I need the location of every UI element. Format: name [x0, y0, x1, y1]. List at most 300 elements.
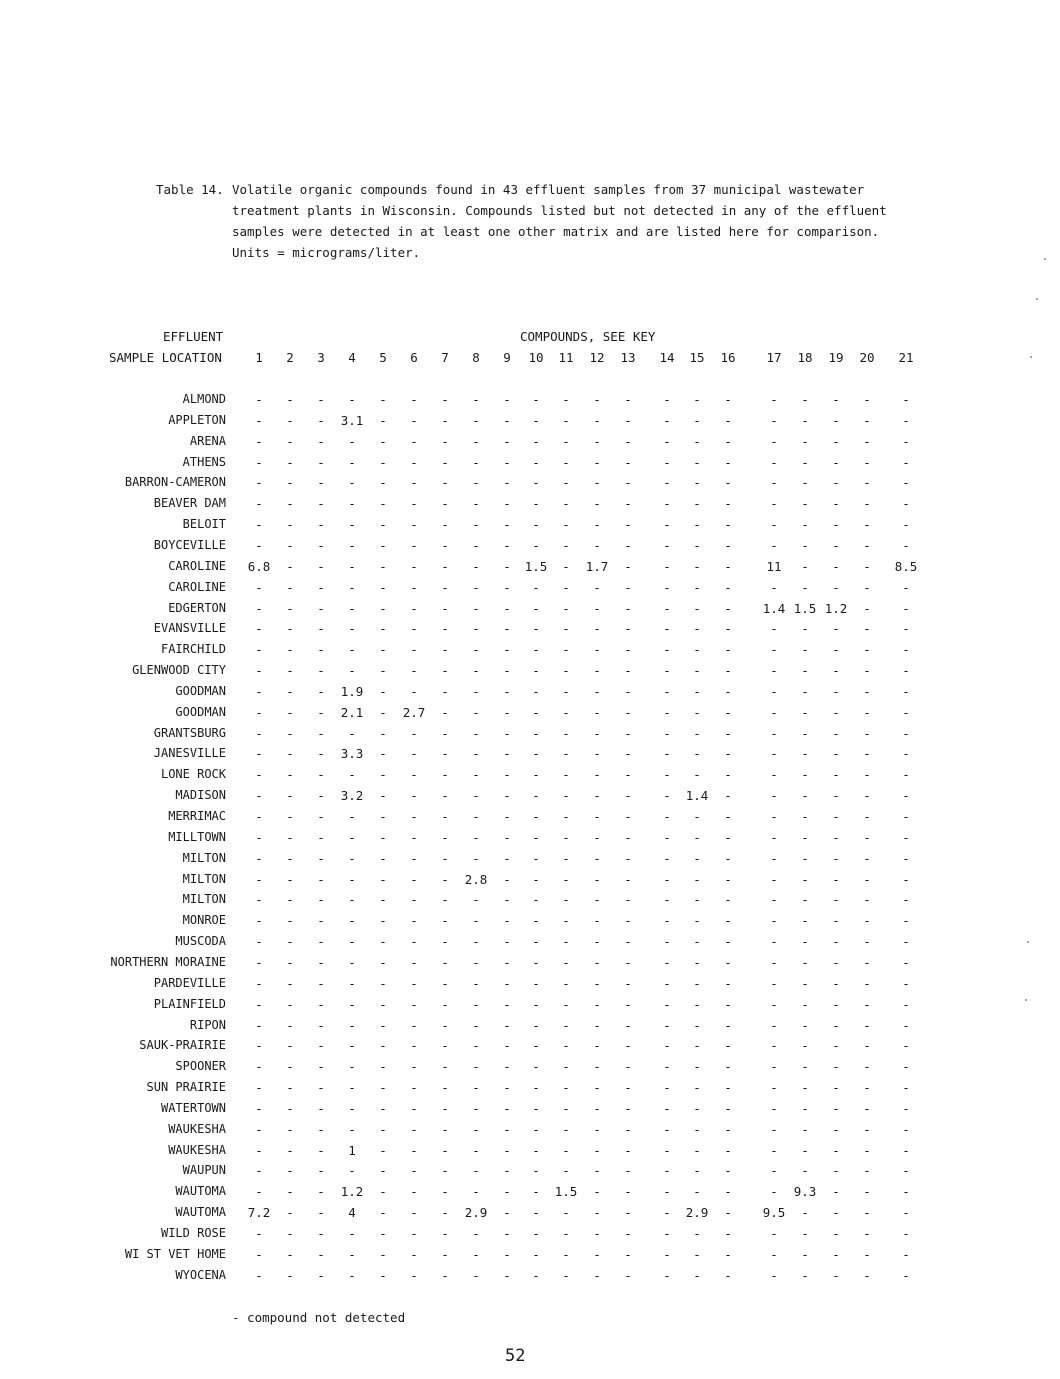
table-cell-not-detected: -	[693, 746, 701, 762]
table-cell-not-detected: -	[693, 1080, 701, 1096]
table-cell-not-detected: -	[770, 392, 778, 407]
table-cell-not-detected: -	[693, 558, 701, 574]
row-location-label: APPLETON	[168, 412, 226, 427]
table-cell-not-detected: -	[663, 537, 671, 553]
table-cell-not-detected: -	[832, 913, 840, 929]
row-location-label: WI ST VET HOME	[124, 1246, 226, 1261]
sample-location-header: SAMPLE LOCATION	[109, 350, 222, 365]
table-cell-not-detected: -	[663, 1017, 671, 1033]
table-cell-not-detected: -	[693, 433, 701, 449]
table-cell-not-detected: -	[663, 871, 671, 887]
table-cell-not-detected: -	[562, 913, 570, 929]
table-cell-not-detected: -	[503, 496, 511, 512]
table-cell-not-detected: -	[663, 1121, 671, 1137]
table-cell-not-detected: -	[902, 892, 910, 908]
table-cell-not-detected: -	[902, 579, 910, 595]
table-cell-not-detected: -	[770, 1059, 778, 1075]
table-cell-not-detected: -	[348, 1163, 356, 1179]
table-cell-not-detected: -	[724, 996, 732, 1012]
table-cell-not-detected: -	[693, 1267, 701, 1283]
table-cell-not-detected: -	[801, 1121, 809, 1137]
table-cell-not-detected: -	[503, 1142, 511, 1158]
table-cell-not-detected: -	[379, 392, 387, 407]
table-cell-not-detected: -	[801, 1163, 809, 1179]
table-cell-not-detected: -	[441, 1017, 449, 1033]
table-cell-not-detected: -	[624, 1205, 632, 1221]
row-location-label: WAUKESHA	[168, 1142, 226, 1157]
table-cell-not-detected: -	[832, 975, 840, 991]
table-cell-not-detected: -	[348, 558, 356, 574]
table-cell-not-detected: -	[286, 412, 294, 428]
table-cell-not-detected: -	[379, 1059, 387, 1075]
table-cell-not-detected: -	[472, 850, 480, 866]
table-cell-not-detected: -	[317, 1038, 325, 1054]
table-cell-not-detected: -	[724, 704, 732, 720]
table-cell-not-detected: -	[379, 475, 387, 491]
table-cell-not-detected: -	[663, 1142, 671, 1158]
table-cell-not-detected: -	[863, 392, 871, 407]
table-cell-not-detected: -	[770, 767, 778, 783]
table-cell-not-detected: -	[724, 1184, 732, 1200]
table-cell-not-detected: -	[503, 475, 511, 491]
table-cell-not-detected: -	[770, 1121, 778, 1137]
footnote: - compound not detected	[232, 1310, 406, 1325]
table-cell-not-detected: -	[663, 600, 671, 616]
table-cell-not-detected: -	[286, 1267, 294, 1283]
table-cell-not-detected: -	[624, 496, 632, 512]
table-cell-not-detected: -	[663, 1100, 671, 1116]
table-cell-not-detected: -	[472, 433, 480, 449]
table-cell-not-detected: -	[624, 954, 632, 970]
scan-speck	[1044, 258, 1046, 260]
table-cell-not-detected: -	[503, 392, 511, 407]
table-cell-not-detected: -	[770, 704, 778, 720]
table-cell-not-detected: -	[348, 1017, 356, 1033]
row-location-label: EDGERTON	[168, 600, 226, 615]
table-cell-not-detected: -	[693, 1121, 701, 1137]
table-cell-not-detected: -	[503, 975, 511, 991]
table-cell-not-detected: -	[724, 809, 732, 824]
table-cell-not-detected: -	[902, 537, 910, 553]
table-cell-not-detected: -	[503, 600, 511, 616]
table-cell-not-detected: -	[801, 1017, 809, 1033]
table-cell-not-detected: -	[724, 1226, 732, 1241]
table-cell-not-detected: -	[902, 392, 910, 407]
table-cell-not-detected: -	[410, 412, 418, 428]
column-header-13: 13	[620, 350, 636, 365]
table-cell-not-detected: -	[503, 1226, 511, 1241]
table-cell-value: 3.2	[340, 788, 364, 804]
table-cell-not-detected: -	[724, 579, 732, 595]
table-cell-not-detected: -	[693, 496, 701, 512]
table-cell-not-detected: -	[801, 412, 809, 428]
row-location-label: WAUPUN	[182, 1163, 226, 1178]
table-cell-not-detected: -	[379, 1184, 387, 1200]
table-cell-not-detected: -	[624, 537, 632, 553]
table-cell-not-detected: -	[624, 746, 632, 762]
table-cell-not-detected: -	[379, 788, 387, 804]
table-cell-not-detected: -	[624, 1038, 632, 1054]
table-cell-not-detected: -	[255, 767, 263, 783]
table-cell-not-detected: -	[410, 1038, 418, 1054]
table-cell-not-detected: -	[624, 600, 632, 616]
table-cell-not-detected: -	[562, 1142, 570, 1158]
table-cell-not-detected: -	[770, 621, 778, 637]
table-cell-not-detected: -	[410, 913, 418, 929]
table-cell-not-detected: -	[532, 1226, 540, 1241]
table-cell-not-detected: -	[317, 1246, 325, 1262]
table-cell-not-detected: -	[663, 683, 671, 699]
table-cell-not-detected: -	[801, 746, 809, 762]
table-cell-value: 1.7	[585, 558, 609, 574]
table-cell-not-detected: -	[317, 1267, 325, 1283]
table-cell-not-detected: -	[624, 579, 632, 595]
row-location-label: ATHENS	[182, 454, 226, 469]
table-cell-not-detected: -	[472, 1100, 480, 1116]
table-cell-not-detected: -	[286, 475, 294, 491]
table-cell-not-detected: -	[801, 1142, 809, 1158]
table-cell-not-detected: -	[379, 954, 387, 970]
table-cell-not-detected: -	[562, 850, 570, 866]
table-cell-not-detected: -	[410, 746, 418, 762]
table-cell-not-detected: -	[801, 1080, 809, 1096]
table-cell-not-detected: -	[255, 392, 263, 407]
table-cell-not-detected: -	[863, 1017, 871, 1033]
table-cell-not-detected: -	[562, 975, 570, 991]
table-cell-not-detected: -	[902, 454, 910, 470]
table-cell-not-detected: -	[693, 913, 701, 929]
table-cell-not-detected: -	[863, 850, 871, 866]
column-header-8: 8	[472, 350, 480, 365]
table-cell-not-detected: -	[379, 1038, 387, 1054]
table-cell-not-detected: -	[593, 809, 601, 824]
table-cell-not-detected: -	[624, 454, 632, 470]
table-cell-not-detected: -	[624, 934, 632, 950]
table-cell-not-detected: -	[724, 475, 732, 491]
table-cell-not-detected: -	[348, 1059, 356, 1075]
table-cell-not-detected: -	[441, 642, 449, 658]
table-cell-not-detected: -	[902, 704, 910, 720]
table-cell-not-detected: -	[832, 725, 840, 741]
table-cell-not-detected: -	[348, 537, 356, 553]
table-cell-not-detected: -	[724, 934, 732, 950]
table-cell-not-detected: -	[770, 975, 778, 991]
table-cell-not-detected: -	[503, 433, 511, 449]
table-cell-not-detected: -	[286, 454, 294, 470]
table-cell-not-detected: -	[562, 537, 570, 553]
table-cell-not-detected: -	[503, 454, 511, 470]
row-location-label: BOYCEVILLE	[153, 537, 226, 552]
table-cell-not-detected: -	[503, 621, 511, 637]
table-cell-not-detected: -	[286, 392, 294, 407]
table-cell-not-detected: -	[693, 954, 701, 970]
table-cell-not-detected: -	[255, 1163, 263, 1179]
table-cell-not-detected: -	[770, 1017, 778, 1033]
table-cell-not-detected: -	[863, 496, 871, 512]
table-cell-not-detected: -	[593, 913, 601, 929]
table-cell-not-detected: -	[832, 850, 840, 866]
table-cell-not-detected: -	[593, 433, 601, 449]
table-cell-not-detected: -	[379, 746, 387, 762]
table-cell-not-detected: -	[286, 1121, 294, 1137]
table-cell-not-detected: -	[663, 433, 671, 449]
table-cell-not-detected: -	[348, 1267, 356, 1283]
table-cell-not-detected: -	[863, 1246, 871, 1262]
table-cell-not-detected: -	[255, 725, 263, 741]
table-cell-not-detected: -	[724, 788, 732, 804]
table-cell-not-detected: -	[770, 1100, 778, 1116]
table-cell-not-detected: -	[379, 433, 387, 449]
table-cell-not-detected: -	[503, 1184, 511, 1200]
table-cell-not-detected: -	[724, 1080, 732, 1096]
table-cell-not-detected: -	[863, 871, 871, 887]
table-cell-not-detected: -	[410, 517, 418, 533]
table-cell-not-detected: -	[724, 621, 732, 637]
table-cell-not-detected: -	[472, 1038, 480, 1054]
table-cell-not-detected: -	[593, 1163, 601, 1179]
table-cell-not-detected: -	[863, 579, 871, 595]
table-cell-not-detected: -	[410, 537, 418, 553]
table-cell-not-detected: -	[863, 746, 871, 762]
table-cell-not-detected: -	[286, 1080, 294, 1096]
table-cell-not-detected: -	[801, 496, 809, 512]
table-cell-not-detected: -	[286, 934, 294, 950]
table-cell-not-detected: -	[441, 767, 449, 783]
table-cell-not-detected: -	[379, 412, 387, 428]
table-cell-not-detected: -	[503, 954, 511, 970]
table-cell-value: 1.2	[340, 1184, 364, 1200]
table-cell-not-detected: -	[902, 642, 910, 658]
table-cell-not-detected: -	[724, 1142, 732, 1158]
table-cell-not-detected: -	[255, 663, 263, 679]
table-cell-not-detected: -	[624, 1100, 632, 1116]
table-cell-not-detected: -	[902, 1267, 910, 1283]
table-cell-not-detected: -	[832, 746, 840, 762]
table-cell-not-detected: -	[801, 1059, 809, 1075]
table-cell-value: 1.5	[524, 558, 548, 574]
table-cell-not-detected: -	[770, 1267, 778, 1283]
table-cell-not-detected: -	[317, 392, 325, 407]
table-cell-not-detected: -	[801, 683, 809, 699]
table-cell-not-detected: -	[770, 1246, 778, 1262]
column-header-9: 9	[503, 350, 511, 365]
table-cell-not-detected: -	[624, 1163, 632, 1179]
table-cell-not-detected: -	[348, 871, 356, 887]
table-cell-not-detected: -	[503, 892, 511, 908]
table-cell-not-detected: -	[503, 1163, 511, 1179]
row-location-label: GOODMAN	[175, 704, 226, 719]
table-cell-not-detected: -	[503, 809, 511, 824]
table-cell-not-detected: -	[472, 642, 480, 658]
column-header-11: 11	[558, 350, 574, 365]
table-cell-not-detected: -	[532, 767, 540, 783]
table-cell-not-detected: -	[255, 829, 263, 845]
table-cell-not-detected: -	[441, 537, 449, 553]
table-cell-not-detected: -	[348, 600, 356, 616]
table-cell-not-detected: -	[693, 579, 701, 595]
table-cell-not-detected: -	[255, 433, 263, 449]
table-cell-not-detected: -	[624, 1017, 632, 1033]
table-cell-not-detected: -	[286, 600, 294, 616]
table-cell-not-detected: -	[624, 850, 632, 866]
table-cell-not-detected: -	[663, 913, 671, 929]
table-cell-not-detected: -	[348, 1246, 356, 1262]
table-cell-not-detected: -	[348, 1121, 356, 1137]
table-cell-not-detected: -	[472, 537, 480, 553]
table-cell-not-detected: -	[532, 1205, 540, 1221]
table-cell-not-detected: -	[562, 683, 570, 699]
table-cell-not-detected: -	[624, 809, 632, 824]
table-cell-not-detected: -	[593, 517, 601, 533]
table-cell-not-detected: -	[348, 496, 356, 512]
table-cell-not-detected: -	[801, 392, 809, 407]
table-cell-not-detected: -	[472, 1142, 480, 1158]
table-cell-not-detected: -	[255, 913, 263, 929]
table-cell-not-detected: -	[724, 892, 732, 908]
table-cell-not-detected: -	[902, 850, 910, 866]
table-cell-not-detected: -	[286, 1163, 294, 1179]
table-cell-not-detected: -	[902, 1121, 910, 1137]
table-cell-not-detected: -	[663, 725, 671, 741]
table-cell-not-detected: -	[832, 704, 840, 720]
table-cell-not-detected: -	[255, 1100, 263, 1116]
table-cell-not-detected: -	[593, 871, 601, 887]
table-cell-not-detected: -	[532, 934, 540, 950]
column-header-5: 5	[379, 350, 387, 365]
table-cell-not-detected: -	[832, 1267, 840, 1283]
row-location-label: EVANSVILLE	[153, 621, 226, 636]
table-cell-not-detected: -	[562, 1017, 570, 1033]
table-cell-not-detected: -	[255, 996, 263, 1012]
table-cell-not-detected: -	[593, 537, 601, 553]
table-cell-not-detected: -	[503, 517, 511, 533]
table-cell-not-detected: -	[379, 934, 387, 950]
table-cell-not-detected: -	[472, 1184, 480, 1200]
table-cell-not-detected: -	[472, 767, 480, 783]
table-cell-not-detected: -	[379, 537, 387, 553]
table-cell-not-detected: -	[832, 517, 840, 533]
table-cell-not-detected: -	[801, 704, 809, 720]
table-cell-not-detected: -	[663, 829, 671, 845]
table-cell-not-detected: -	[593, 788, 601, 804]
row-location-label: LONE ROCK	[160, 767, 226, 782]
table-cell-not-detected: -	[863, 829, 871, 845]
table-cell-not-detected: -	[317, 558, 325, 574]
table-cell-not-detected: -	[693, 621, 701, 637]
table-cell-not-detected: -	[317, 433, 325, 449]
table-cell-not-detected: -	[693, 1059, 701, 1075]
table-cell-not-detected: -	[472, 809, 480, 824]
table-cell-not-detected: -	[255, 809, 263, 824]
table-cell-not-detected: -	[379, 1246, 387, 1262]
column-header-15: 15	[689, 350, 705, 365]
table-cell-not-detected: -	[410, 892, 418, 908]
table-cell-not-detected: -	[832, 1080, 840, 1096]
table-cell-not-detected: -	[863, 788, 871, 804]
table-cell-not-detected: -	[724, 1038, 732, 1054]
table-cell-not-detected: -	[801, 1226, 809, 1241]
table-cell-not-detected: -	[441, 558, 449, 574]
table-cell-not-detected: -	[801, 579, 809, 595]
row-location-label: MILTON	[182, 850, 226, 865]
table-cell-value: 3.1	[340, 412, 364, 428]
table-cell-not-detected: -	[770, 433, 778, 449]
table-cell-not-detected: -	[286, 996, 294, 1012]
table-cell-not-detected: -	[286, 788, 294, 804]
table-cell-not-detected: -	[693, 892, 701, 908]
row-location-label: PARDEVILLE	[153, 975, 226, 990]
table-cell-not-detected: -	[663, 704, 671, 720]
table-cell-not-detected: -	[832, 433, 840, 449]
table-cell-not-detected: -	[724, 871, 732, 887]
table-cell-not-detected: -	[593, 1226, 601, 1241]
table-cell-not-detected: -	[693, 871, 701, 887]
table-cell-not-detected: -	[379, 913, 387, 929]
table-cell-not-detected: -	[663, 496, 671, 512]
table-cell-not-detected: -	[410, 1142, 418, 1158]
table-cell-not-detected: -	[693, 1142, 701, 1158]
table-cell-value: 1.4	[685, 788, 709, 804]
table-cell-not-detected: -	[255, 1142, 263, 1158]
table-cell-not-detected: -	[532, 1038, 540, 1054]
table-cell-not-detected: -	[562, 475, 570, 491]
table-cell-not-detected: -	[532, 746, 540, 762]
table-cell-not-detected: -	[863, 663, 871, 679]
table-cell-not-detected: -	[348, 809, 356, 824]
table-cell-not-detected: -	[801, 1038, 809, 1054]
table-cell-not-detected: -	[562, 934, 570, 950]
table-cell-not-detected: -	[441, 1226, 449, 1241]
table-cell-not-detected: -	[770, 1038, 778, 1054]
table-cell-not-detected: -	[410, 683, 418, 699]
table-cell-not-detected: -	[441, 704, 449, 720]
table-cell-not-detected: -	[286, 642, 294, 658]
table-cell-not-detected: -	[532, 829, 540, 845]
table-cell-not-detected: -	[317, 1100, 325, 1116]
table-cell-not-detected: -	[472, 1017, 480, 1033]
table-cell-value: 2.1	[340, 704, 364, 720]
table-cell-not-detected: -	[317, 746, 325, 762]
table-cell-not-detected: -	[724, 1121, 732, 1137]
row-location-label: MILLTOWN	[168, 829, 226, 844]
table-cell-not-detected: -	[624, 683, 632, 699]
table-cell-not-detected: -	[532, 600, 540, 616]
table-cell-not-detected: -	[379, 725, 387, 741]
table-cell-not-detected: -	[441, 871, 449, 887]
table-cell-not-detected: -	[801, 892, 809, 908]
table-cell-not-detected: -	[562, 767, 570, 783]
table-cell-not-detected: -	[801, 454, 809, 470]
table-cell-not-detected: -	[832, 788, 840, 804]
table-cell-not-detected: -	[801, 934, 809, 950]
table-cell-not-detected: -	[410, 1267, 418, 1283]
table-cell-not-detected: -	[863, 642, 871, 658]
table-cell-not-detected: -	[693, 1184, 701, 1200]
table-cell-not-detected: -	[410, 663, 418, 679]
table-cell-not-detected: -	[472, 663, 480, 679]
table-cell-not-detected: -	[624, 1059, 632, 1075]
table-cell-not-detected: -	[379, 1142, 387, 1158]
table-cell-not-detected: -	[663, 934, 671, 950]
table-cell-not-detected: -	[832, 767, 840, 783]
table-cell-not-detected: -	[863, 704, 871, 720]
table-cell-not-detected: -	[255, 892, 263, 908]
table-cell-not-detected: -	[801, 1267, 809, 1283]
row-location-label: RIPON	[189, 1017, 226, 1032]
table-cell-not-detected: -	[693, 1226, 701, 1241]
table-cell-not-detected: -	[410, 809, 418, 824]
table-cell-not-detected: -	[902, 412, 910, 428]
